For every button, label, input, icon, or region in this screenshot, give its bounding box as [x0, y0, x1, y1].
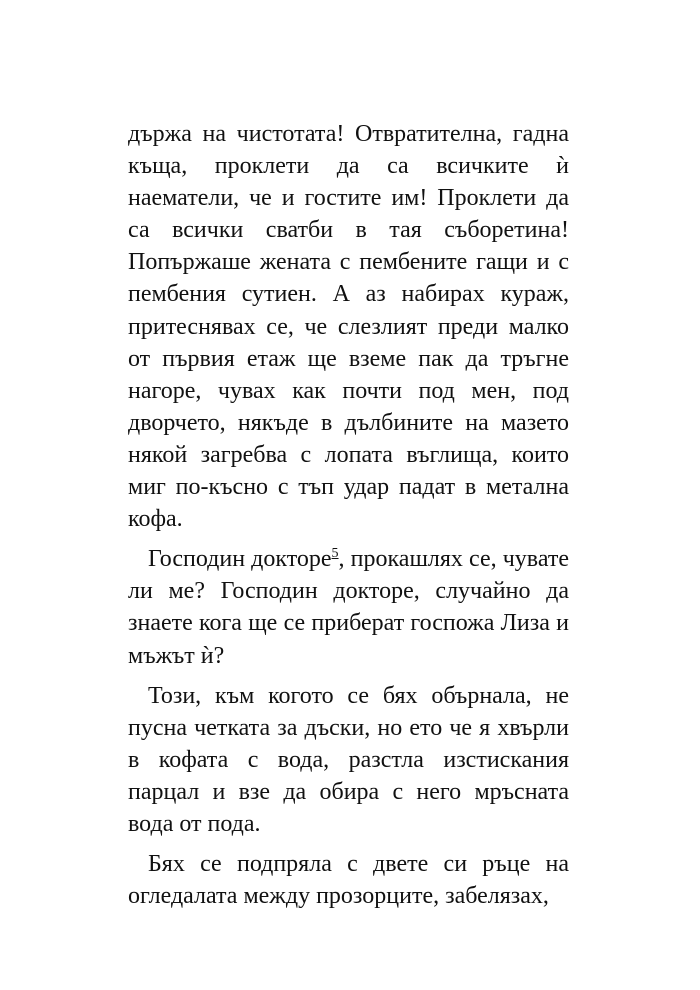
paragraph-3: Този, към когото се бях обърнала, не пусна четката за дъски, но ето че я хвърли в кофата с вода, разстла изстискания парцал и взе да обира с него мръсната вода от пода. — [128, 682, 569, 837]
paragraph-4: Бях се подпряла с двете си ръце на огледалата между прозорците, забелязах, — [128, 851, 569, 910]
paragraph-1: държа на чистотата! Отвратителна, гадна къща, проклети да са всичките ѝ наематели, че и гостите им! Проклети да са всички сватби в тая съборетина! Попържаше жената с пембените гащи и с пембения сутиен. А аз набирах кураж, притеснявах се, че слезлият преди малко от първия етаж ще вземе пак да тръгне нагоре, чувах как почти под мен, под дворчето, някъде в дълбините на мазето някой загребва с лопата въглища, които миг по-късно с тъп удар падат в метална кофа. — [128, 121, 569, 533]
paragraph-2 — [128, 543, 569, 671]
paragraph-2-text-start: Господин докторе — [148, 546, 332, 573]
paragraph-2-text-end: , прокашлях се, чувате ли ме? Господин докторе, случайно да знаете кога ще се приберат госпожа Лиза и мъжът ѝ? — [128, 546, 569, 669]
page-body — [128, 118, 569, 912]
footnote-link[interactable]: 5 — [331, 546, 339, 562]
